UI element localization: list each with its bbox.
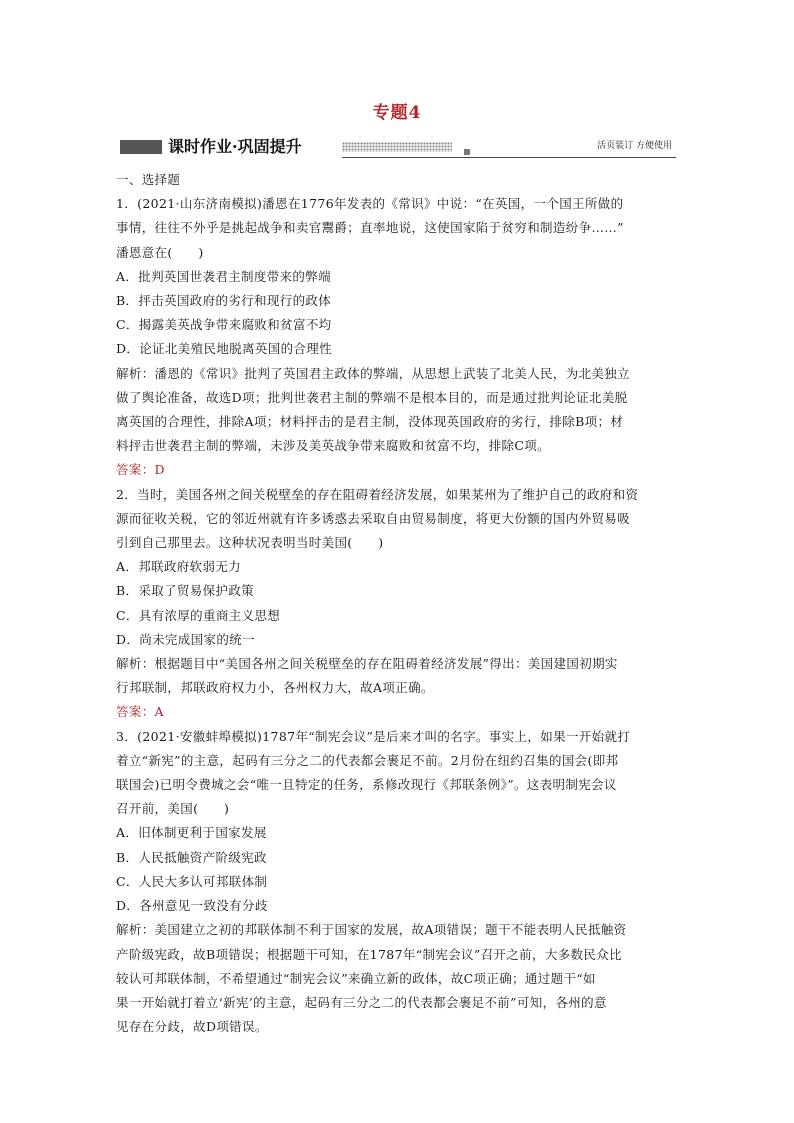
question-stem-line: 3．(2021·安徽蚌埠模拟)1787年“制宪会议”是后来才叫的名字。事实上，如果一开始就打 xyxy=(116,728,631,744)
option-d: D．尚未完成国家的统一 xyxy=(116,631,255,647)
analysis-line: 行邦联制，邦联政府权力小，各州权力大，故A项正确。 xyxy=(116,680,434,696)
page-title: 专题4 xyxy=(372,103,422,123)
question-stem-line: 潘恩意在( ) xyxy=(116,244,204,260)
analysis-line: 做了舆论准备，故选D项；批判世袭君主制的弊端不是根本目的，而是通过批判论证北美脱 xyxy=(116,389,628,405)
option-b: B．采取了贸易保护政策 xyxy=(116,583,255,599)
question-2 xyxy=(116,483,680,725)
question-stem-line: 引到自己那里去。这种状况表明当时美国( ) xyxy=(116,535,384,551)
answer: 答案：A xyxy=(116,704,164,720)
analysis-line: 较认可邦联体制，不希望通过“制宪会议”来确立新的政体，故C项正确；通过题干“如 xyxy=(116,970,596,986)
analysis-line: 果一开始就打着立‘新宪’的主意，起码有三分之二的代表都会裹足不前”可知，各州的意 xyxy=(116,994,607,1010)
question-stem-line: 源而征收关税，它的邻近州就有许多诱惑去采取自由贸易制度，将更大份额的国内外贸易吸 xyxy=(116,510,631,526)
option-c: C．揭露美英战争带来腐败和贫富不均 xyxy=(116,317,332,333)
question-stem-line: 召开前，美国( ) xyxy=(116,801,230,817)
answer: 答案：D xyxy=(116,462,165,478)
question-stem-line: 1．(2021·山东济南模拟)潘恩在1776年发表的《常识》中说：“在英国，一个国王所做的 xyxy=(116,196,624,212)
analysis-line: 产阶级宪政，故B项错误；根据题干可知，在1787年“制宪会议”召开之前，大多数民众比 xyxy=(116,946,622,962)
option-c: C．具有浓厚的重商主义思想 xyxy=(116,607,281,623)
option-c: C．人民大多认可邦联体制 xyxy=(116,873,268,889)
question-3 xyxy=(116,725,680,1040)
question-1 xyxy=(116,192,680,482)
analysis-line: 解析：潘恩的《常识》批判了英国君主政体的弊端，从思想上武装了北美人民，为北美独立 xyxy=(116,365,631,381)
analysis-line: 见存在分歧，故D项错误。 xyxy=(116,1019,268,1035)
option-d: D．各州意见一致没有分歧 xyxy=(116,898,268,914)
question-stem-line: 联国会)已明令费城之会“唯一且特定的任务，系修改现行《邦联条例》”。这表明制宪会议 xyxy=(116,777,617,793)
banner-note: 活页装订 方便使用 xyxy=(597,141,672,151)
section-banner xyxy=(120,136,676,160)
analysis-line: 料抨击世袭君主制的弊端，未涉及美英战争带来腐败和贫富不均，排除C项。 xyxy=(116,438,550,454)
question-stem-line: 2．当时，美国各州之间关税壁垒的存在阻碍着经济发展，如果某州为了维护自己的政府和资 xyxy=(116,486,639,502)
section-heading: 一、选择题 xyxy=(116,172,181,187)
question-stem-line: 着立“新宪”的主意，起码有三分之二的代表都会裹足不前。2月份在纽约召集的国会(即邦 xyxy=(116,752,619,768)
option-b: B．抨击英国政府的劣行和现行的政体 xyxy=(116,293,332,309)
analysis-line: 解析：美国建立之初的邦联体制不利于国家的发展，故A项错误；题干不能表明人民抵触资 xyxy=(116,922,627,938)
option-b: B．人民抵触资产阶级宪政 xyxy=(116,849,267,865)
banner-title: 课时作业·巩固提升 xyxy=(168,137,302,156)
analysis-line: 解析：根据题目中“美国各州之间关税壁垒的存在阻碍着经济发展”得出：美国建国初期实 xyxy=(116,656,618,672)
square-decoration xyxy=(464,149,470,155)
question-stem-line: 事情，往往不外乎是挑起战争和卖官鬻爵；直率地说，这使国家陷于贫穷和制造纷争……” xyxy=(116,220,624,236)
option-a: A．邦联政府软弱无力 xyxy=(116,559,242,575)
analysis-line: 离英国的合理性，排除A项；材料抨击的是君主制，没体现英国政府的劣行，排除B项；材 xyxy=(116,414,624,430)
banner-block-decoration xyxy=(120,140,162,154)
document-body xyxy=(116,168,680,1039)
option-a: A．批判英国世袭君主制度带来的弊端 xyxy=(116,268,331,284)
option-d: D．论证北美殖民地脱离英国的合理性 xyxy=(116,341,332,357)
dotted-pattern-decoration xyxy=(342,142,452,152)
banner-rule xyxy=(342,157,676,158)
option-a: A．旧体制更利于国家发展 xyxy=(116,825,267,841)
